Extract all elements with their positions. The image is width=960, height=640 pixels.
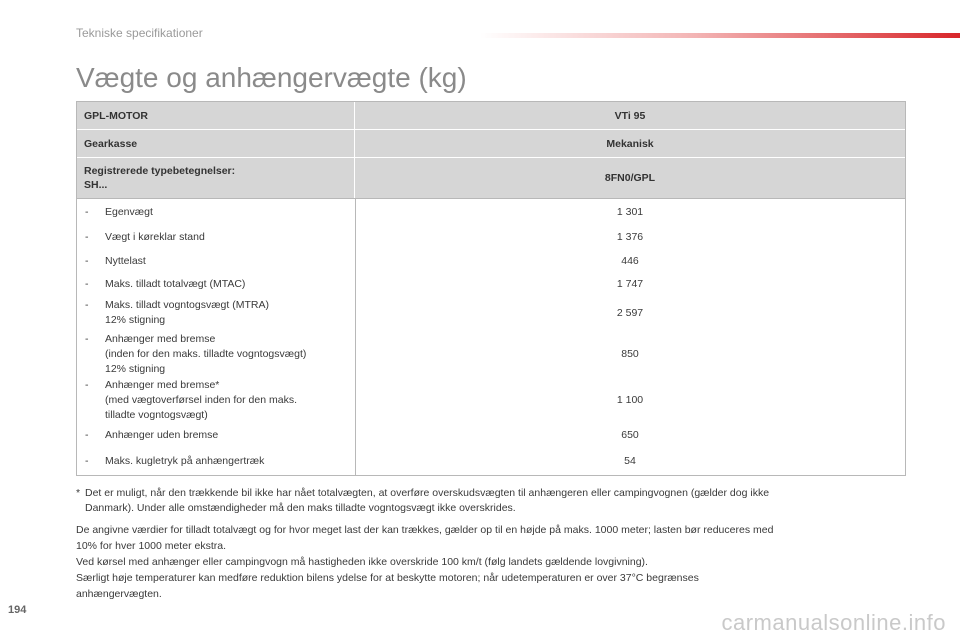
row-label-cell (77, 199, 355, 225)
spec-table (76, 101, 906, 476)
row-value: 446 (621, 255, 639, 267)
row-value: 1 301 (616, 206, 644, 218)
row-label-cell (77, 249, 355, 273)
body-text-line: Særligt høje temperaturer kan medføre reduktion bilens ydelse for at beskytte motoren; når udetemperaturen er over 37°C begrænses (76, 572, 699, 584)
row-value: 2 597 (616, 307, 644, 319)
table-row (77, 447, 905, 475)
body-text-line: anhængervægten. (76, 588, 162, 600)
row-label-cell (77, 377, 355, 423)
header-row-label (77, 130, 355, 157)
row-sublabel: tilladte vogntogsvægt) (105, 408, 208, 421)
table-row (77, 249, 905, 273)
header-row-label (77, 158, 355, 198)
row-dash: - (85, 277, 89, 290)
row-dash: - (85, 454, 89, 467)
header-row-label-line: Registrerede typebetegnelser: (84, 165, 236, 177)
row-dash: - (85, 299, 89, 311)
footnote (76, 486, 906, 516)
row-label-cell (77, 423, 355, 447)
row-label: Nyttelast (105, 254, 146, 267)
row-dash: - (85, 205, 89, 218)
table-row (77, 377, 905, 423)
row-dash: - (85, 254, 89, 267)
row-sublabel: (inden for den maks. tilladte vogntogsvægt) (105, 347, 307, 360)
table-row (77, 331, 905, 377)
header-row-engine (77, 102, 905, 130)
table-row (77, 295, 905, 331)
header-row-value: VTi 95 (614, 109, 646, 122)
header-accent-line (480, 33, 960, 38)
row-value: 1 747 (616, 278, 644, 290)
row-label: Anhænger med bremse* (105, 378, 220, 391)
row-label: Anhænger med bremse (105, 332, 216, 345)
row-value: 850 (621, 348, 639, 360)
row-label: Egenvægt (105, 205, 153, 218)
row-label: Maks. kugletryk på anhængertræk (105, 454, 265, 467)
body-text (76, 522, 906, 602)
row-sublabel: (med vægtoverførsel inden for den maks. (105, 393, 297, 406)
table-body (77, 199, 905, 475)
section-label: Tekniske specifikationer (76, 26, 203, 40)
row-dash: - (85, 428, 89, 441)
row-label: Maks. tilladt totalvægt (MTAC) (105, 277, 246, 290)
header-row-label-line: GPL-MOTOR (84, 109, 148, 122)
footnote-marker: * (76, 487, 81, 499)
row-value: 1 100 (616, 394, 644, 406)
row-dash: - (85, 230, 89, 243)
row-label-cell (77, 273, 355, 295)
header-row-label-line: SH... (84, 179, 108, 191)
row-dash: - (85, 378, 89, 391)
header-row-gearbox (77, 130, 905, 158)
table-row (77, 273, 905, 295)
row-dash: - (85, 332, 89, 345)
page-number: 194 (8, 604, 27, 616)
body-text-line: 10% for hver 1000 meter ekstra. (76, 540, 226, 552)
row-label-cell (77, 295, 355, 331)
row-label: Anhænger uden bremse (105, 428, 219, 441)
row-label: Vægt i køreklar stand (105, 230, 205, 243)
row-label-cell (77, 447, 355, 475)
body-text-line: De angivne værdier for tilladt totalvægt og for hvor meget last der kan trækkes, gælder op til en højde på maks. 1000 meter; lasten bør reduceres med (76, 524, 774, 536)
body-text-line: Ved kørsel med anhænger eller campingvogn må hastigheden ikke overskride 100 km/t (følg landets gældende lovgivning). (76, 556, 648, 568)
watermark: carmanualsonline.info (721, 610, 946, 635)
table-row (77, 199, 905, 225)
header-row-type-codes (77, 158, 905, 199)
table-row (77, 225, 905, 249)
footnote-line: Danmark). Under alle omstændigheder må den maks tilladte vogntogsvægt ikke overskrides. (85, 502, 516, 514)
header-row-value: Mekanisk (606, 137, 654, 150)
page-title: Vægte og anhængervægte (kg) (76, 62, 467, 93)
header-row-label-line: Gearkasse (84, 137, 138, 150)
header-row-value: 8FN0/GPL (604, 172, 656, 184)
row-sublabel: 12% stigning (105, 314, 166, 326)
row-sublabel: 12% stigning (105, 362, 166, 375)
footnote-line: Det er muligt, når den trækkende bil ikke har nået totalvægten, at overføre overskudsvægten til anhængeren eller campingvognen (gælder dog ikke (85, 487, 770, 499)
row-label-cell (77, 331, 355, 377)
row-value: 54 (624, 455, 636, 467)
row-label-cell (77, 225, 355, 249)
row-label: Maks. tilladt vogntogsvægt (MTRA) (105, 299, 269, 311)
header-row-label (77, 102, 355, 129)
row-value: 650 (621, 429, 639, 441)
row-value: 1 376 (616, 231, 644, 243)
table-row (77, 423, 905, 447)
